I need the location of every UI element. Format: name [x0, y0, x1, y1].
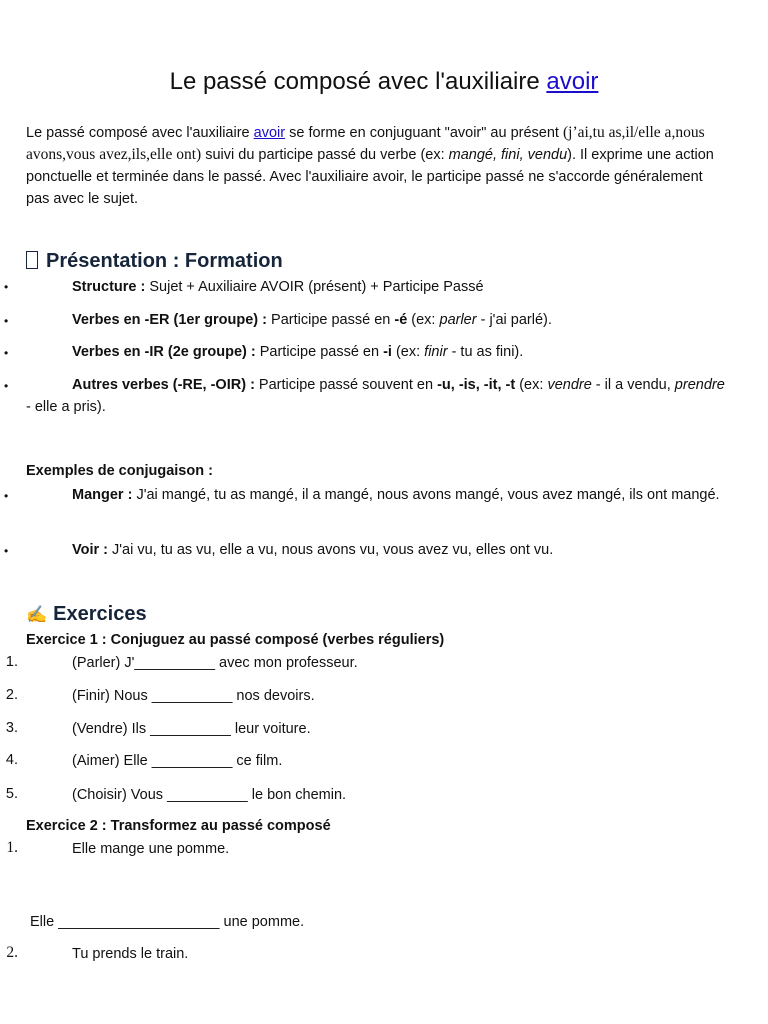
item-text: Participe passé souvent en — [254, 377, 438, 393]
item-ending: -u, -is, -it, -t — [437, 377, 516, 393]
item-text: (ex: — [515, 377, 548, 393]
title-avoir-link[interactable]: avoir — [546, 68, 599, 95]
item-label: Verbes en -IR (2e groupe) : — [72, 344, 256, 360]
intro-text-3: suivi du participe passé du verbe (ex: — [201, 147, 449, 163]
formation-heading — [26, 250, 283, 273]
item-text: Participe passé en — [255, 344, 384, 360]
item-number: 1. — [6, 839, 18, 856]
exercice-2-heading: Exercice 2 : Transformez au passé composé — [26, 818, 331, 834]
exercise-text: (Finir) Nous __________ nos devoirs. — [72, 688, 315, 704]
answer-line[interactable]: Elle ____________________ une pomme. — [30, 914, 305, 930]
intro-paragraph — [26, 122, 726, 210]
exercise-item — [26, 838, 726, 860]
intro-conjugation: (j’ai,tu as,il/elle a,nous avons,vous avez,ils,elle ont) — [26, 124, 705, 163]
bullet-icon: • — [4, 489, 9, 503]
item-text: Participe passé en — [267, 312, 395, 328]
bullet-icon: • — [4, 346, 9, 360]
item-label: Voir : — [72, 542, 108, 558]
item-number: 4. — [5, 752, 18, 768]
item-number: 2. — [6, 944, 18, 961]
item-verb: finir — [424, 344, 448, 360]
item-label: Manger : — [72, 487, 133, 503]
exercise-item — [26, 685, 726, 707]
item-verb: vendre — [547, 377, 592, 393]
item-number: 2. — [5, 687, 18, 703]
exercise-item — [26, 943, 726, 965]
exercise-item — [26, 784, 726, 806]
list-item — [26, 539, 726, 561]
exercise-item — [26, 750, 726, 772]
exercice-1-heading: Exercice 1 : Conjuguez au passé composé (verbes réguliers) — [26, 632, 445, 648]
list-item — [26, 309, 726, 331]
bullet-icon: • — [4, 379, 9, 393]
exercise-text: Elle mange une pomme. — [72, 841, 230, 857]
bullet-icon: • — [4, 544, 9, 558]
item-number: 1. — [5, 654, 18, 670]
bullet-icon: • — [4, 314, 9, 328]
intro-text-1: Le passé composé avec l'auxiliaire — [26, 125, 254, 141]
conjugaison-heading: Exemples de conjugaison : — [26, 463, 213, 479]
writing-hand-icon: ✍ — [26, 605, 48, 624]
list-item — [26, 276, 726, 298]
exercise-item — [26, 718, 726, 740]
exercices-heading — [26, 603, 147, 626]
item-label: Structure : — [72, 279, 146, 295]
item-verb: prendre — [674, 377, 725, 393]
bookmark-icon — [26, 251, 38, 269]
exercise-text: (Choisir) Vous __________ le bon chemin. — [72, 787, 347, 803]
item-text: J'ai vu, tu as vu, elle a vu, nous avons vu, vous avez vu, elles ont vu. — [107, 542, 554, 558]
item-number: 5. — [5, 786, 18, 802]
item-text: - elle a pris). — [26, 399, 106, 415]
intro-text-2: se forme en conjuguant "avoir" au présent — [285, 125, 563, 141]
page-title — [0, 68, 768, 96]
item-text: Sujet + Auxiliaire AVOIR (présent) + Participe Passé — [145, 279, 484, 295]
exercise-text: Tu prends le train. — [72, 946, 189, 962]
item-text: - tu as fini). — [447, 344, 524, 360]
item-text: (ex: — [391, 344, 425, 360]
list-item — [26, 341, 726, 363]
exercise-text: (Aimer) Elle __________ ce film. — [72, 753, 283, 769]
item-label: Verbes en -ER (1er groupe) : — [72, 312, 267, 328]
item-number: 3. — [5, 720, 18, 736]
exercise-text: (Parler) J'__________ avec mon professeur. — [72, 655, 358, 671]
page-title-text: Le passé composé avec l'auxiliaire — [169, 68, 547, 95]
list-item — [26, 484, 726, 506]
bullet-icon: • — [4, 280, 9, 294]
item-ending: -i — [383, 344, 392, 360]
item-ending: -é — [394, 312, 408, 328]
intro-avoir-link[interactable]: avoir — [253, 125, 286, 141]
item-verb: parler — [439, 312, 477, 328]
exercices-heading-text: Exercices — [53, 603, 147, 625]
item-text: J'ai mangé, tu as mangé, il a mangé, nous avons mangé, vous avez mangé, ils ont mangé. — [132, 487, 720, 503]
item-text: (ex: — [407, 312, 440, 328]
exercise-text: (Vendre) Ils __________ leur voiture. — [72, 721, 311, 737]
item-text: - il a vendu, — [591, 377, 675, 393]
exercise-item — [26, 652, 726, 674]
item-text: - j'ai parlé). — [476, 312, 552, 328]
intro-text-4: ). Il exprime une action ponctuelle et terminée dans le passé. Avec l'auxiliaire avoir, le participe passé ne s'accorde généralement pas avec le sujet. — [26, 147, 714, 207]
intro-examples: mangé, fini, vendu — [448, 147, 568, 163]
list-item — [26, 374, 726, 418]
item-label: Autres verbes (-RE, -OIR) : — [72, 377, 255, 393]
formation-heading-text: Présentation : Formation — [46, 250, 283, 272]
